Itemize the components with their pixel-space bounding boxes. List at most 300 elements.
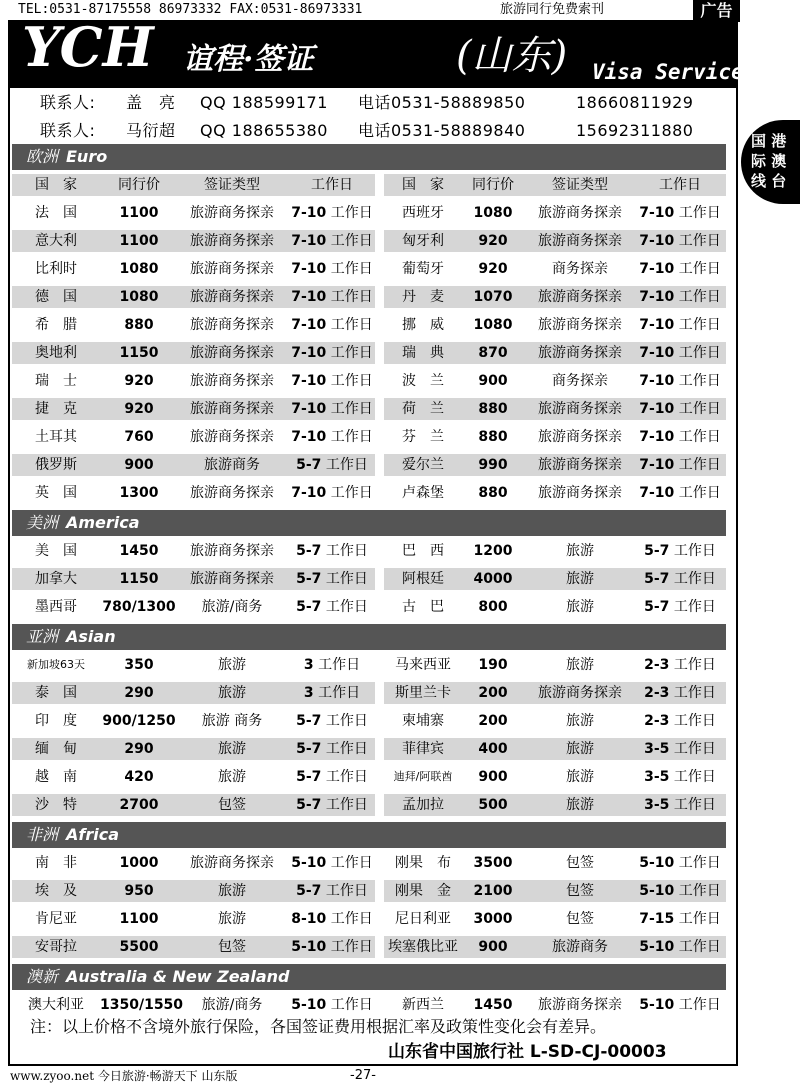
working-days-range: 2-3: [644, 713, 670, 729]
working-days-range: 7-10: [639, 317, 675, 333]
working-days-cell: [286, 568, 378, 590]
country-cell: 英 国: [35, 485, 77, 501]
working-days-cell: [634, 426, 726, 448]
price-cell: 1450: [473, 997, 513, 1013]
working-days-range: 8-10: [291, 911, 327, 927]
country-cell: 意大利: [35, 233, 77, 249]
section-header: [12, 822, 726, 848]
price-cell: 1150: [119, 571, 159, 587]
working-days-range: 5-10: [291, 997, 327, 1013]
price-cell: 同行价: [118, 177, 160, 193]
country-cell: 希 腊: [35, 317, 77, 333]
table-row: [12, 286, 375, 308]
country-cell: 法 国: [35, 205, 77, 221]
working-days-cell: [286, 540, 378, 562]
working-days-range: 5-7: [644, 571, 670, 587]
price-cell: 400: [478, 741, 508, 757]
working-days-cell: [634, 398, 726, 420]
country-cell: 国 家: [402, 177, 444, 193]
working-days-range: 7-10: [639, 373, 675, 389]
working-days-unit: 工作日: [325, 713, 368, 729]
price-note: 注：以上价格不含境外旅行保险，各国签证费用根据汇率及政策性变化会有差异。: [30, 1017, 607, 1036]
table-row: [384, 482, 726, 504]
visa-type-cell: 旅游商务探亲: [538, 289, 622, 305]
table-row: [12, 654, 375, 676]
visa-type-cell: 旅游商务探亲: [190, 233, 274, 249]
table-row: [384, 766, 726, 788]
working-days-unit: 工作日: [678, 429, 721, 445]
price-cell: 3000: [473, 911, 513, 927]
section-title-cn: 亚洲: [26, 627, 59, 646]
working-days-range: 5-7: [296, 797, 322, 813]
section-title-en: Euro: [66, 147, 108, 166]
section-title-en: Australia & New Zealand: [66, 967, 290, 986]
working-days-unit: 工作日: [325, 883, 368, 899]
section-title-en: Asian: [66, 627, 116, 646]
working-days-cell: [286, 454, 378, 476]
column-header-row: [384, 174, 726, 196]
visa-type-cell: 旅游/商务: [201, 599, 263, 615]
working-days-cell: [634, 794, 726, 816]
price-cell: 800: [478, 599, 508, 615]
service-label: Visa Service: [592, 60, 744, 84]
visa-type-cell: 旅游/商务: [201, 997, 263, 1013]
price-cell: 920: [124, 373, 154, 389]
table-row: [384, 568, 726, 590]
table-row: [12, 794, 375, 816]
visa-type-cell: 旅游商务探亲: [538, 485, 622, 501]
section-title-cn: 非洲: [26, 825, 59, 844]
contact-label: 联系人:: [40, 93, 96, 112]
table-row: [384, 258, 726, 280]
table-row: [12, 398, 375, 420]
working-days-cell: [286, 258, 378, 280]
working-days-cell: [634, 482, 726, 504]
working-days-range: 5-7: [644, 599, 670, 615]
visa-type-cell: 旅游: [566, 571, 594, 587]
working-days-unit: 工作日: [678, 485, 721, 501]
table-row: [384, 398, 726, 420]
table-row: [384, 936, 726, 958]
free-request-text: 旅游同行免费索刊: [500, 2, 605, 17]
working-days-range: 3: [303, 685, 314, 701]
working-days-cell: 工作日: [311, 177, 353, 193]
working-days-cell: [286, 314, 378, 336]
table-row: [384, 286, 726, 308]
visa-type-cell: 旅游商务探亲: [538, 317, 622, 333]
country-cell: 丹 麦: [402, 289, 444, 305]
table-row: [384, 880, 726, 902]
price-cell: 5500: [119, 939, 159, 955]
working-days-range: 3-5: [644, 741, 670, 757]
price-cell: 760: [124, 429, 154, 445]
footer-site: www.zyoo.net 今日旅游·畅游天下 山东版: [10, 1069, 238, 1083]
working-days-cell: [634, 880, 726, 902]
table-row: [12, 454, 375, 476]
price-cell: 920: [478, 233, 508, 249]
visa-type-cell: 旅游: [218, 883, 246, 899]
working-days-unit: 工作日: [673, 685, 716, 701]
contact-mobile: 18660811929: [576, 93, 694, 112]
working-days-unit: 工作日: [678, 317, 721, 333]
price-cell: 870: [478, 345, 508, 361]
working-days-unit: 工作日: [678, 911, 721, 927]
country-cell: 越 南: [35, 769, 77, 785]
price-cell: 900/1250: [102, 713, 176, 729]
country-cell: 芬 兰: [402, 429, 444, 445]
table-row: [384, 540, 726, 562]
price-cell: 900: [478, 373, 508, 389]
working-days-range: 5-7: [644, 543, 670, 559]
table-row: [384, 908, 726, 930]
contact-qq: QQ 188599171: [200, 93, 328, 112]
tel-fax-text: TEL:0531-87175558 86973332 FAX:0531-86973331: [18, 2, 363, 17]
working-days-cell: [634, 654, 726, 676]
price-cell: 1080: [119, 261, 159, 277]
working-days-range: 7-10: [639, 205, 675, 221]
country-cell: 斯里兰卡: [395, 685, 451, 701]
working-days-range: 3-5: [644, 769, 670, 785]
country-cell: 比利时: [35, 261, 77, 277]
visa-type-cell: 旅游: [218, 741, 246, 757]
working-days-cell: [286, 908, 378, 930]
table-row: [12, 540, 375, 562]
table-row: [12, 682, 375, 704]
working-days-range: 7-10: [639, 457, 675, 473]
working-days-unit: 工作日: [673, 657, 716, 673]
visa-type-cell: 旅游: [566, 741, 594, 757]
price-cell: 1080: [119, 289, 159, 305]
country-cell: 埃塞俄比亚: [388, 939, 458, 955]
working-days-cell: [634, 936, 726, 958]
country-cell: 巴 西: [402, 543, 444, 559]
page-number: -27-: [350, 1068, 376, 1083]
working-days-unit: 工作日: [678, 997, 721, 1013]
table-row: [12, 426, 375, 448]
working-days-unit: 工作日: [678, 401, 721, 417]
working-days-range: 5-10: [291, 939, 327, 955]
country-cell: 葡萄牙: [402, 261, 444, 277]
country-cell: 奥地利: [35, 345, 77, 361]
price-cell: 350: [124, 657, 154, 673]
working-days-unit: 工作日: [318, 657, 361, 673]
working-days-unit: 工作日: [330, 317, 373, 333]
working-days-unit: 工作日: [330, 401, 373, 417]
country-cell: 新西兰: [402, 997, 444, 1013]
country-cell: 瑞 士: [35, 373, 77, 389]
working-days-cell: 工作日: [659, 177, 701, 193]
working-days-range: 7-10: [291, 205, 327, 221]
working-days-unit: 工作日: [678, 373, 721, 389]
visa-type-cell: 旅游商务探亲: [538, 429, 622, 445]
table-row: [384, 710, 726, 732]
logo: YCH: [22, 15, 154, 79]
price-cell: 920: [478, 261, 508, 277]
working-days-unit: 工作日: [318, 685, 361, 701]
working-days-range: 5-7: [296, 883, 322, 899]
working-days-range: 5-10: [639, 883, 675, 899]
table-row: [12, 482, 375, 504]
price-cell: 900: [478, 769, 508, 785]
price-cell: 1000: [119, 855, 159, 871]
country-cell: 菲律宾: [402, 741, 444, 757]
working-days-range: 7-10: [639, 401, 675, 417]
visa-type-cell: 包签: [218, 939, 246, 955]
visa-type-cell: 旅游: [566, 657, 594, 673]
price-cell: 2100: [473, 883, 513, 899]
section-title-en: Africa: [66, 825, 119, 844]
working-days-range: 3: [303, 657, 314, 673]
visa-type-cell: 包签: [566, 855, 594, 871]
working-days-range: 7-10: [291, 289, 327, 305]
working-days-cell: [634, 908, 726, 930]
contact-label: 联系人:: [40, 121, 96, 140]
working-days-range: 2-3: [644, 657, 670, 673]
working-days-cell: [634, 710, 726, 732]
country-cell: 肯尼亚: [35, 911, 77, 927]
working-days-cell: [634, 738, 726, 760]
working-days-cell: [286, 398, 378, 420]
contact-mobile: 15692311880: [576, 121, 694, 140]
country-cell: 沙 特: [35, 797, 77, 813]
price-cell: 200: [478, 713, 508, 729]
visa-type-cell: 旅游商务探亲: [190, 205, 274, 221]
visa-type-cell: 旅游商务探亲: [538, 205, 622, 221]
visa-type-cell: 旅游: [566, 769, 594, 785]
country-cell: 波 兰: [402, 373, 444, 389]
visa-type-cell: 旅游商务探亲: [190, 855, 274, 871]
working-days-range: 7-10: [639, 485, 675, 501]
table-row: [12, 994, 375, 1016]
table-row: [12, 738, 375, 760]
country-cell: 刚果 布: [395, 855, 451, 871]
visa-type-cell: 旅游商务探亲: [538, 345, 622, 361]
working-days-unit: 工作日: [678, 457, 721, 473]
working-days-unit: 工作日: [330, 855, 373, 871]
visa-type-cell: 旅游商务探亲: [190, 261, 274, 277]
price-cell: 1070: [473, 289, 513, 305]
contact-phone: 电话0531-58889840: [358, 121, 526, 140]
working-days-unit: 工作日: [673, 713, 716, 729]
country-cell: 国 家: [35, 177, 77, 193]
country-cell: 德 国: [35, 289, 77, 305]
working-days-cell: [634, 454, 726, 476]
section-header: [12, 144, 726, 170]
working-days-cell: [286, 482, 378, 504]
working-days-range: 5-10: [639, 855, 675, 871]
working-days-unit: 工作日: [330, 939, 373, 955]
table-row: [384, 654, 726, 676]
working-days-range: 7-10: [291, 429, 327, 445]
working-days-cell: [634, 682, 726, 704]
working-days-cell: [286, 230, 378, 252]
table-row: [384, 314, 726, 336]
price-cell: 880: [478, 429, 508, 445]
country-cell: 捷 克: [35, 401, 77, 417]
visa-type-cell: 旅游商务探亲: [538, 457, 622, 473]
table-row: [384, 370, 726, 392]
table-row: [384, 230, 726, 252]
working-days-unit: 工作日: [330, 485, 373, 501]
section-header: [12, 964, 726, 990]
working-days-unit: 工作日: [325, 797, 368, 813]
license-number: 山东省中国旅行社 L-SD-CJ-00003: [388, 1042, 667, 1062]
side-tab-line: 际 澳: [751, 152, 787, 170]
price-cell: 780/1300: [102, 599, 176, 615]
working-days-range: 5-7: [296, 457, 322, 473]
working-days-cell: [634, 994, 726, 1016]
price-cell: 同行价: [472, 177, 514, 193]
price-cell: 3500: [473, 855, 513, 871]
working-days-cell: [634, 258, 726, 280]
visa-type-cell: 包签: [566, 883, 594, 899]
working-days-range: 7-10: [291, 373, 327, 389]
section-header: [12, 624, 726, 650]
working-days-unit: 工作日: [673, 741, 716, 757]
table-row: [12, 852, 375, 874]
working-days-unit: 工作日: [673, 571, 716, 587]
ad-tag: 广告: [693, 0, 740, 22]
country-cell: 安哥拉: [35, 939, 77, 955]
working-days-range: 7-10: [291, 345, 327, 361]
side-tab-line: 国 港: [751, 132, 787, 150]
working-days-unit: 工作日: [330, 373, 373, 389]
working-days-range: 7-10: [291, 485, 327, 501]
working-days-unit: 工作日: [678, 345, 721, 361]
working-days-unit: 工作日: [678, 233, 721, 249]
working-days-range: 5-7: [296, 543, 322, 559]
visa-type-cell: 旅游商务探亲: [190, 543, 274, 559]
working-days-unit: 工作日: [678, 289, 721, 305]
section-title-cn: 澳新: [26, 967, 59, 986]
price-cell: 190: [478, 657, 508, 673]
working-days-unit: 工作日: [330, 205, 373, 221]
working-days-unit: 工作日: [330, 233, 373, 249]
table-row: [12, 258, 375, 280]
working-days-range: 7-15: [639, 911, 675, 927]
price-cell: 1100: [119, 911, 159, 927]
price-cell: 1100: [119, 233, 159, 249]
country-cell: 新加坡63天: [27, 658, 85, 671]
visa-type-cell: 旅游: [566, 599, 594, 615]
working-days-cell: [286, 286, 378, 308]
price-cell: 880: [478, 485, 508, 501]
country-cell: 迪拜/阿联酋: [393, 770, 453, 783]
visa-type-cell: 旅游: [218, 685, 246, 701]
country-cell: 土耳其: [35, 429, 77, 445]
working-days-range: 5-7: [296, 713, 322, 729]
country-cell: 缅 甸: [35, 741, 77, 757]
price-cell: 2700: [119, 797, 159, 813]
visa-type-cell: 旅游: [218, 769, 246, 785]
working-days-cell: [286, 936, 378, 958]
working-days-unit: 工作日: [673, 797, 716, 813]
price-cell: 500: [478, 797, 508, 813]
price-cell: 1080: [473, 317, 513, 333]
visa-type-cell: 旅游商务探亲: [190, 289, 274, 305]
country-cell: 荷 兰: [402, 401, 444, 417]
table-row: [12, 568, 375, 590]
price-cell: 920: [124, 401, 154, 417]
working-days-cell: [634, 852, 726, 874]
visa-type-cell: 签证类型: [204, 177, 260, 193]
working-days-cell: [286, 596, 378, 618]
price-cell: 200: [478, 685, 508, 701]
visa-type-cell: 旅游 商务: [201, 713, 263, 729]
table-row: [384, 342, 726, 364]
working-days-unit: 工作日: [325, 543, 368, 559]
price-cell: 1450: [119, 543, 159, 559]
working-days-unit: 工作日: [330, 345, 373, 361]
country-cell: 阿根廷: [402, 571, 444, 587]
working-days-range: 7-10: [639, 345, 675, 361]
working-days-cell: [286, 370, 378, 392]
working-days-range: 7-10: [291, 261, 327, 277]
country-cell: 墨西哥: [35, 599, 77, 615]
table-row: [12, 908, 375, 930]
working-days-range: 7-10: [291, 401, 327, 417]
working-days-unit: 工作日: [673, 543, 716, 559]
country-cell: 孟加拉: [402, 797, 444, 813]
working-days-unit: 工作日: [673, 599, 716, 615]
table-row: [12, 710, 375, 732]
working-days-unit: 工作日: [678, 883, 721, 899]
working-days-cell: [634, 370, 726, 392]
price-cell: 990: [478, 457, 508, 473]
price-cell: 1300: [119, 485, 159, 501]
table-row: [384, 596, 726, 618]
visa-type-cell: 旅游商务探亲: [538, 685, 622, 701]
table-row: [12, 202, 375, 224]
visa-type-cell: 旅游: [566, 543, 594, 559]
visa-type-cell: 旅游商务探亲: [190, 345, 274, 361]
working-days-unit: 工作日: [330, 911, 373, 927]
table-row: [12, 596, 375, 618]
working-days-cell: [286, 710, 378, 732]
price-cell: 420: [124, 769, 154, 785]
working-days-range: 5-10: [639, 939, 675, 955]
price-cell: 1350/1550: [100, 997, 184, 1013]
working-days-range: 2-3: [644, 685, 670, 701]
working-days-unit: 工作日: [678, 261, 721, 277]
table-row: [384, 738, 726, 760]
price-cell: 290: [124, 741, 154, 757]
working-days-cell: [634, 596, 726, 618]
region-label: (山东): [456, 33, 568, 79]
section-title-cn: 美洲: [26, 513, 59, 532]
visa-type-cell: 旅游商务探亲: [538, 401, 622, 417]
price-cell: 1100: [119, 205, 159, 221]
price-cell: 1200: [473, 543, 513, 559]
working-days-range: 5-10: [291, 855, 327, 871]
visa-type-cell: 旅游商务探亲: [190, 571, 274, 587]
working-days-range: 5-7: [296, 741, 322, 757]
table-row: [384, 454, 726, 476]
country-cell: 泰 国: [35, 685, 77, 701]
table-row: [12, 342, 375, 364]
table-row: [12, 314, 375, 336]
table-row: [384, 682, 726, 704]
working-days-range: 5-7: [296, 571, 322, 587]
working-days-unit: 工作日: [325, 571, 368, 587]
table-row: [12, 370, 375, 392]
price-cell: 4000: [473, 571, 513, 587]
working-days-range: 7-10: [639, 429, 675, 445]
country-cell: 美 国: [35, 543, 77, 559]
working-days-unit: 工作日: [330, 289, 373, 305]
visa-type-cell: 商务探亲: [552, 261, 608, 277]
visa-type-cell: 旅游: [566, 797, 594, 813]
